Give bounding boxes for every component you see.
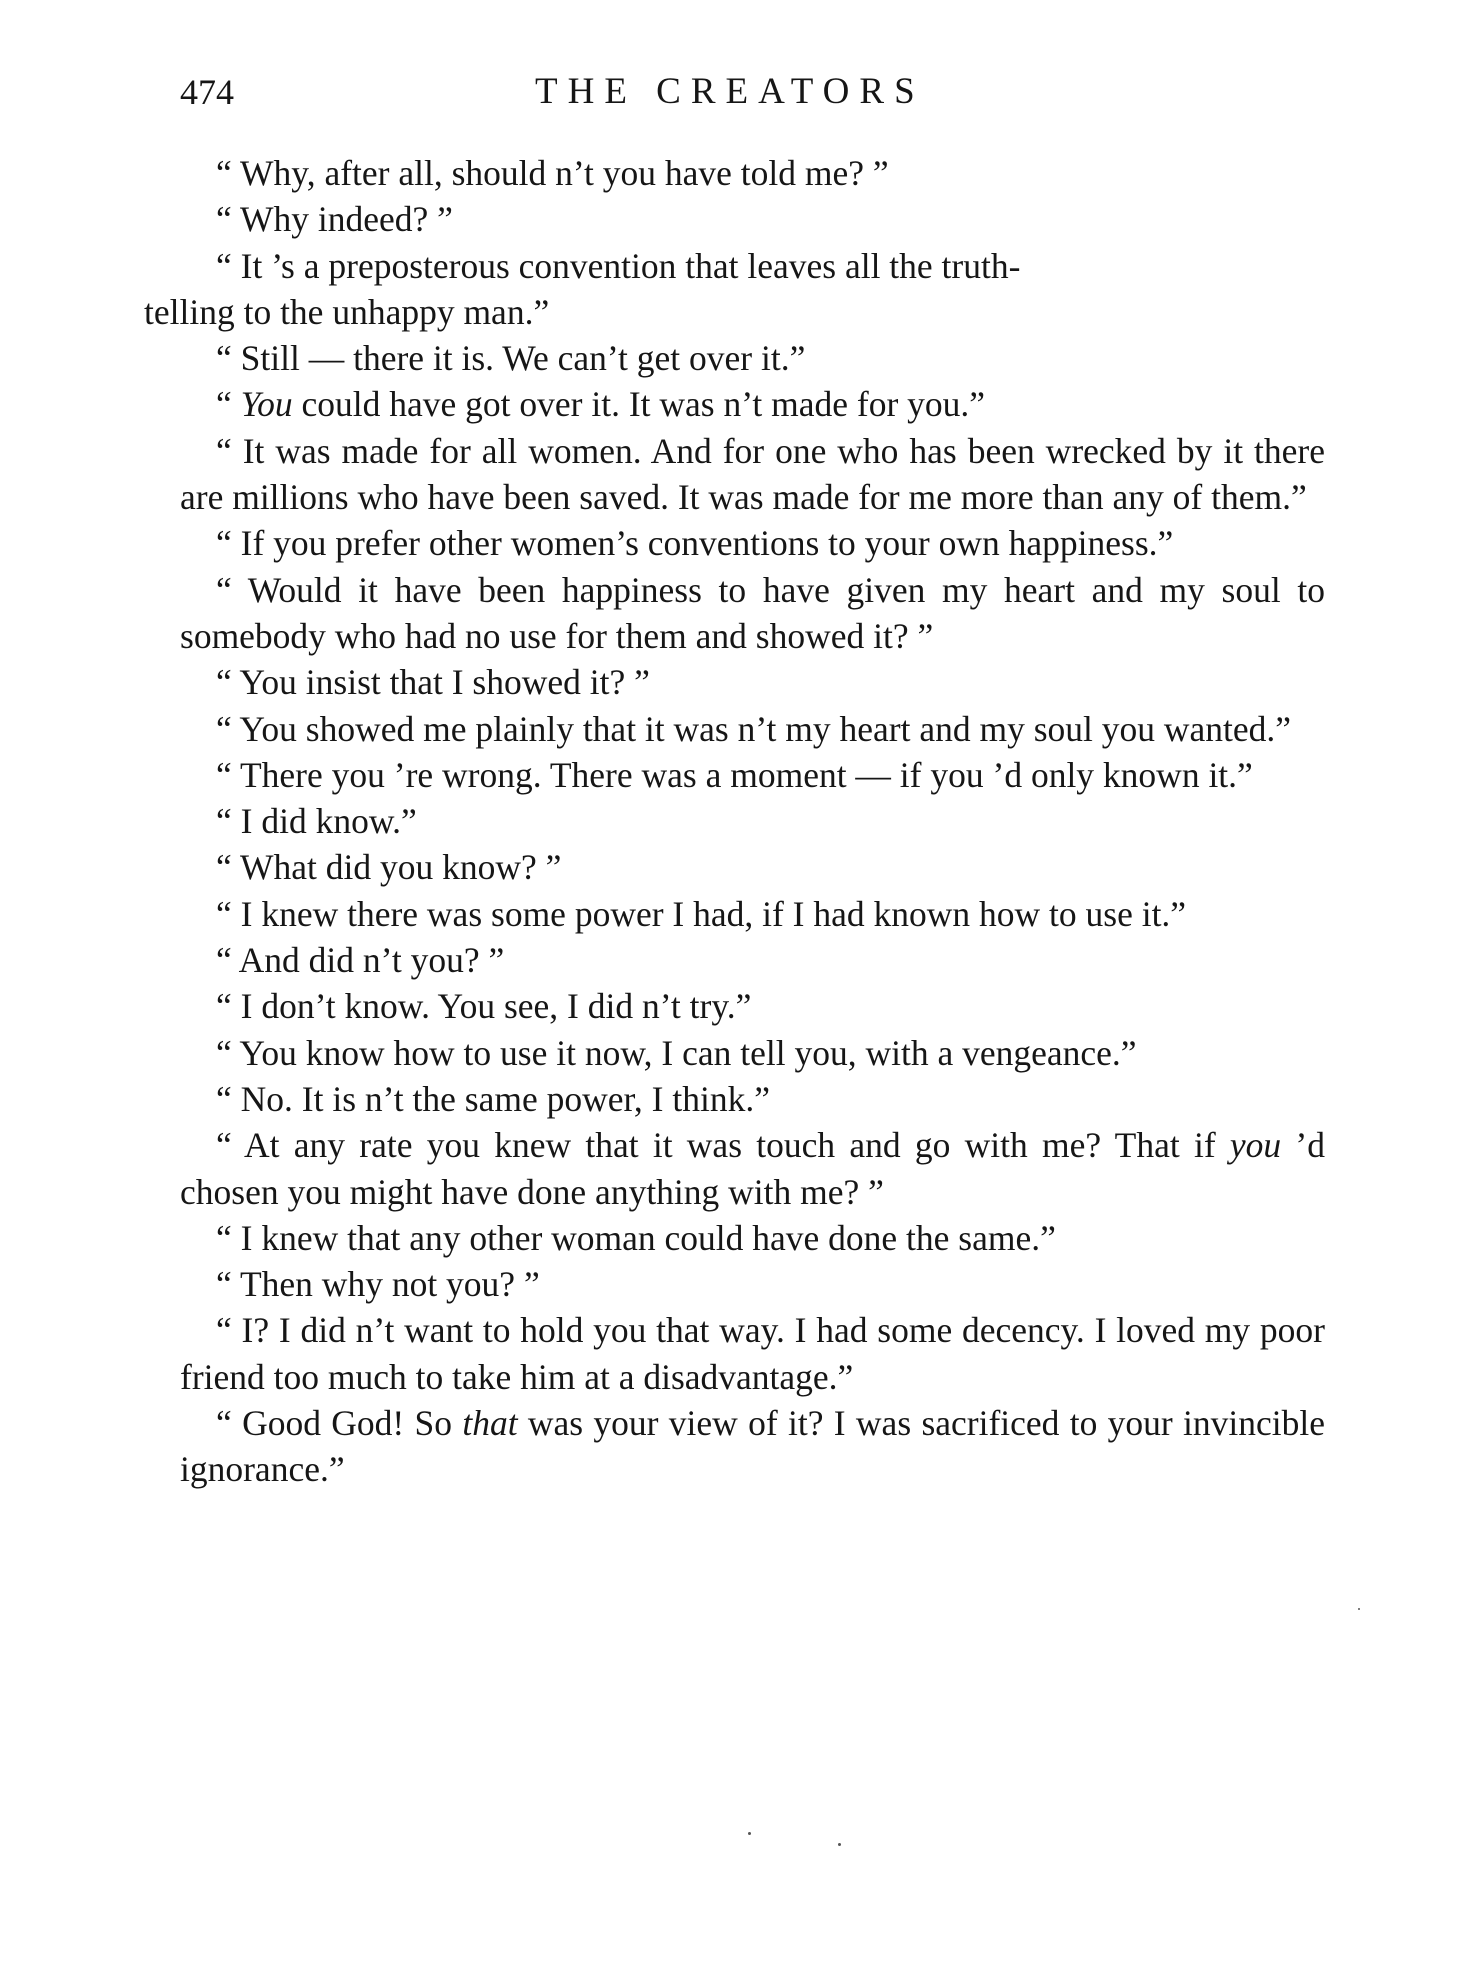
paragraph: “ There you ’re wrong. There was a moment — if you ’d only known it.” bbox=[216, 754, 1253, 795]
paragraph: “ Why indeed? ” bbox=[216, 199, 453, 240]
italic-text: You bbox=[240, 384, 293, 425]
italic-text: that bbox=[462, 1403, 518, 1444]
paragraph: “ I knew that any other woman could have done the same.” bbox=[216, 1217, 1056, 1258]
paragraph bbox=[180, 381, 1325, 427]
paragraph: “ I did know.” bbox=[216, 801, 417, 842]
text-run: was your view of it? I was sacrificed to your invincible ignorance.” bbox=[180, 1403, 1325, 1490]
text-run: “ Good God! So bbox=[216, 1403, 463, 1444]
paragraph: “ You showed me plainly that it was n’t my heart and my soul you wanted.” bbox=[216, 708, 1292, 749]
paragraph: “ If you prefer other women’s conventions to your own happiness.” bbox=[216, 523, 1174, 564]
body-text bbox=[144, 150, 1326, 1493]
paragraph bbox=[180, 1122, 1325, 1215]
italic-text: you bbox=[1229, 1125, 1282, 1166]
paragraph-line: telling to the unhappy man.” bbox=[144, 291, 550, 332]
paragraph: “ Why, after all, should n’t you have told me? ” bbox=[216, 153, 889, 193]
text-run: ’d chosen you might have done anything with me? ” bbox=[180, 1125, 1326, 1212]
paragraph: “ I don’t know. You see, I did n’t try.” bbox=[216, 986, 752, 1027]
paragraph bbox=[144, 243, 1325, 336]
page-number: 474 bbox=[180, 72, 234, 112]
text-run: “ bbox=[216, 384, 241, 425]
paragraph: “ What did you know? ” bbox=[216, 847, 562, 888]
paragraph: “ You insist that I showed it? ” bbox=[216, 662, 650, 703]
running-head bbox=[180, 62, 1325, 122]
paragraph: “ And did n’t you? ” bbox=[216, 940, 505, 981]
paragraph: “ I? I did n’t want to hold you that way. I had some decency. I loved my poor friend too much to take him at a disadvantage.” bbox=[180, 1310, 1325, 1397]
paragraph: “ You know how to use it now, I can tell you, with a vengeance.” bbox=[216, 1032, 1137, 1073]
paragraph: “ Still — there it is. We can’t get over it.” bbox=[216, 338, 806, 379]
paragraph: “ No. It is n’t the same power, I think.” bbox=[216, 1078, 770, 1119]
paragraph bbox=[180, 1400, 1325, 1493]
text-run: could have got over it. It was n’t made for you.” bbox=[292, 384, 986, 425]
paragraph: “ It was made for all women. And for one who has been wrecked by it there are millions who have been saved. It was made for me more than any of them.” bbox=[180, 430, 1325, 518]
paragraph-line: “ It ’s a preposterous convention that leaves all the truth- bbox=[216, 245, 1021, 286]
paragraph: “ I knew there was some power I had, if I had known how to use it.” bbox=[216, 893, 1187, 934]
running-title: THE CREATORS bbox=[535, 71, 925, 112]
scan-speck bbox=[748, 1832, 751, 1835]
paragraph: “ Would it have been happiness to have given my heart and my soul to somebody who had no use for them and showed it? ” bbox=[180, 569, 1325, 656]
scan-speck bbox=[838, 1843, 841, 1846]
text-run: “ At any rate you knew that it was touch and go with me? That if bbox=[216, 1125, 1230, 1166]
paragraph: “ Then why not you? ” bbox=[216, 1264, 540, 1305]
scan-speck bbox=[1358, 1608, 1360, 1610]
